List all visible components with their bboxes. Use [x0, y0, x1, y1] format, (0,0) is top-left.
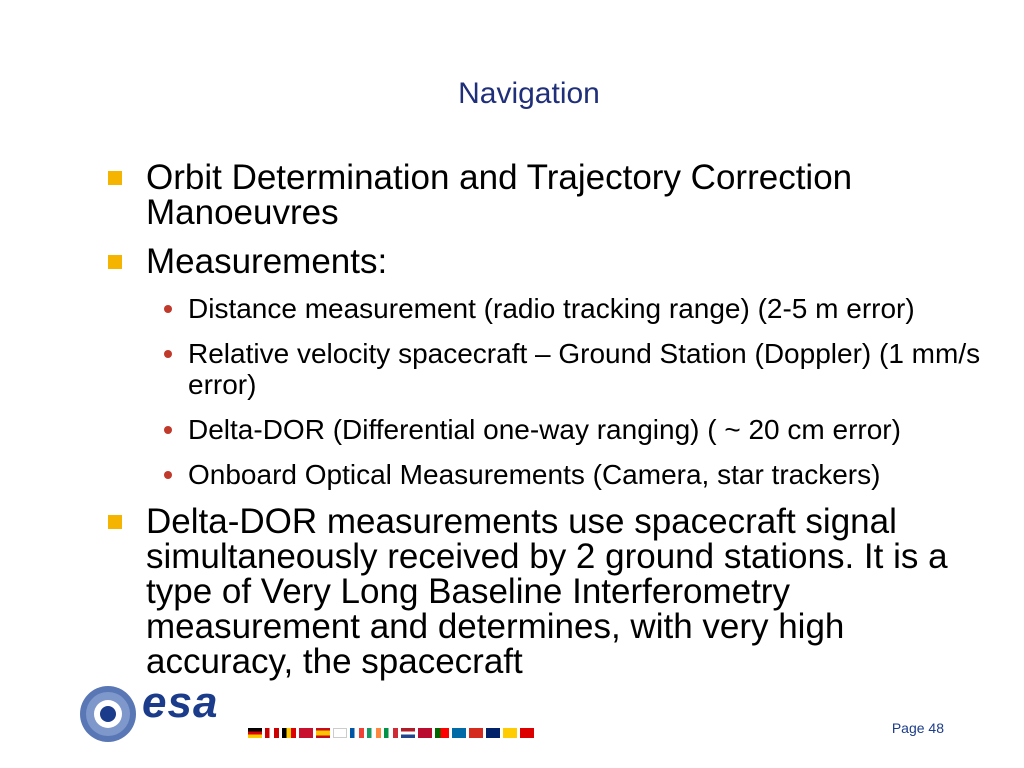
- flag-icon: [418, 728, 432, 738]
- flag-icon: [469, 728, 483, 738]
- measurements-sublist: [108, 293, 988, 490]
- flag-icon: [520, 728, 534, 738]
- bullet-list: [108, 160, 988, 693]
- flag-icon: [350, 728, 364, 738]
- bullet-orbit-determination: Orbit Determination and Trajectory Correction Manoeuvres: [108, 160, 988, 230]
- flag-icon: [503, 728, 517, 738]
- flag-icon: [333, 728, 347, 738]
- flag-icon: [367, 728, 381, 738]
- flag-icon: [265, 728, 279, 738]
- flag-icon: [486, 728, 500, 738]
- member-flags: [248, 728, 534, 738]
- flag-icon: [452, 728, 466, 738]
- bullet-measurements-label: Measurements:: [146, 242, 388, 281]
- sub-bullet-delta-dor: Delta-DOR (Differential one-way ranging) ( ~ 20 cm error): [158, 414, 988, 445]
- sub-bullet-velocity: Relative velocity spacecraft – Ground Station (Doppler) (1 mm/s error): [158, 338, 988, 400]
- footer: [70, 678, 1024, 768]
- flag-icon: [248, 728, 262, 738]
- bullet-measurements: [108, 244, 988, 279]
- flag-icon: [401, 728, 415, 738]
- bullet-delta-dor-description: Delta-DOR measurements use spacecraft signal simultaneously received by 2 ground stations. It is a type of Very Long Baseline Interferometry measurement and determines, with very high accuracy, the spacecraft: [108, 504, 988, 679]
- slide-title: Navigation: [458, 77, 600, 110]
- page-number: Page 48: [891, 720, 944, 736]
- flag-icon: [435, 728, 449, 738]
- flag-icon: [384, 728, 398, 738]
- sub-bullet-optical: Onboard Optical Measurements (Camera, star trackers): [158, 459, 988, 490]
- flag-icon: [282, 728, 296, 738]
- flag-icon: [299, 728, 313, 738]
- esa-globe-icon: [78, 684, 138, 744]
- esa-logo-text: esa: [142, 678, 219, 727]
- sub-bullet-distance: Distance measurement (radio tracking range) (2-5 m error): [158, 293, 988, 324]
- flag-icon: [316, 728, 330, 738]
